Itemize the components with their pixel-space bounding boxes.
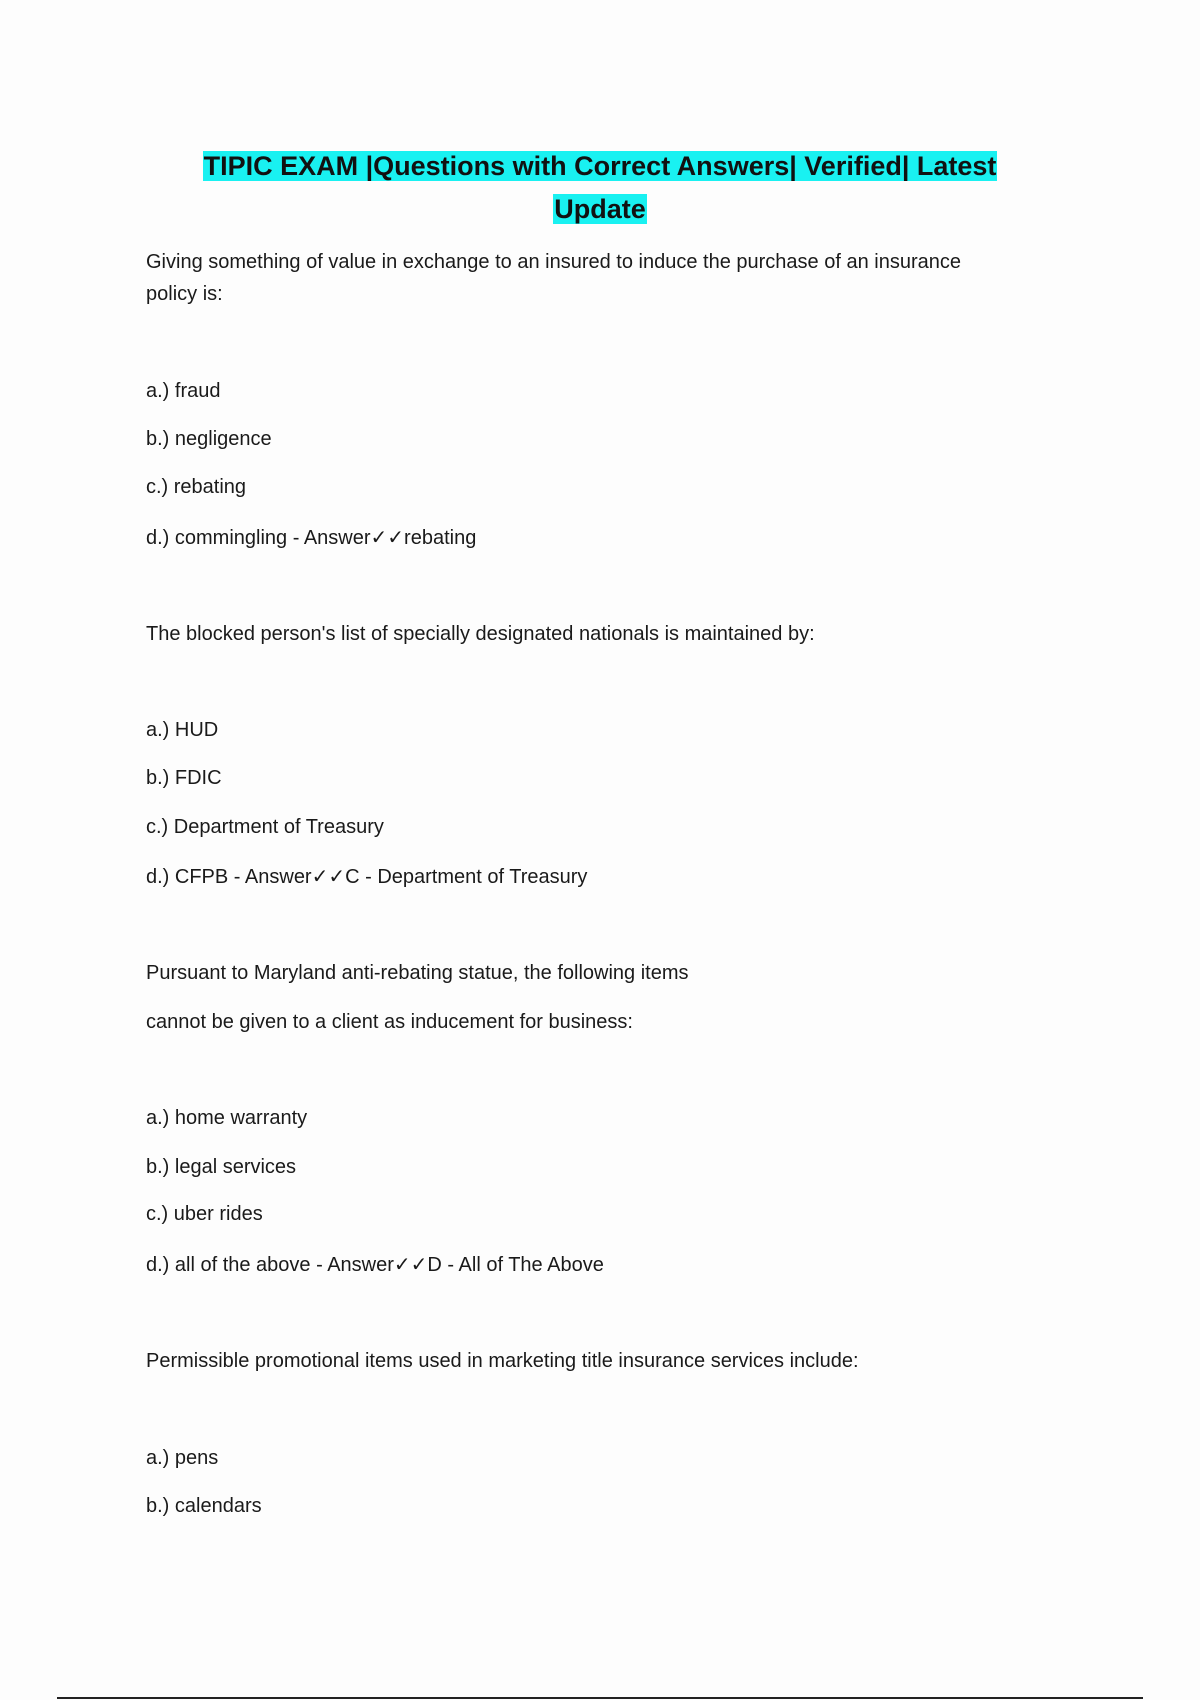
question-3-prompt-line-2: cannot be given to a client as inducement for business: [146,1011,633,1033]
question-1-option-b: b.) negligence [146,428,272,450]
question-4-prompt-line-1: Permissible promotional items used in marketing title insurance services include: [146,1350,859,1372]
question-2-option-b: b.) FDIC [146,767,222,789]
question-1-prompt-line-1: Giving something of value in exchange to an insured to induce the purchase of an insurance [146,251,961,273]
title-line-2: Update [554,194,646,224]
question-2-option-c: c.) Department of Treasury [146,816,384,838]
question-3-option-a: a.) home warranty [146,1107,308,1129]
question-1-option-c: c.) rebating [146,476,247,498]
question-4-option-a: a.) pens [146,1447,219,1469]
question-3-option-c: c.) uber rides [146,1203,263,1225]
question-2-prompt-line-1: The blocked person's list of specially designated nationals is maintained by: [146,623,815,645]
question-1-option-d-answer: d.) commingling - Answer✓✓rebating [146,527,477,549]
question-3-option-b: b.) legal services [146,1156,297,1178]
footer-divider [57,1697,1143,1699]
question-2-option-d-answer: d.) CFPB - Answer✓✓C - Department of Treasury [146,866,588,888]
question-3-option-d-answer: d.) all of the above - Answer✓✓D - All of The Above [146,1254,604,1276]
question-2-option-a: a.) HUD [146,719,219,741]
question-1-option-a: a.) fraud [146,380,221,402]
page-title [140,145,1060,231]
title-line-1: TIPIC EXAM |Questions with Correct Answers| Verified| Latest [203,151,997,181]
question-3-prompt-line-1: Pursuant to Maryland anti-rebating statue, the following items [146,962,689,984]
question-1-prompt-line-2: policy is: [146,283,223,305]
question-4-option-b: b.) calendars [146,1495,262,1517]
